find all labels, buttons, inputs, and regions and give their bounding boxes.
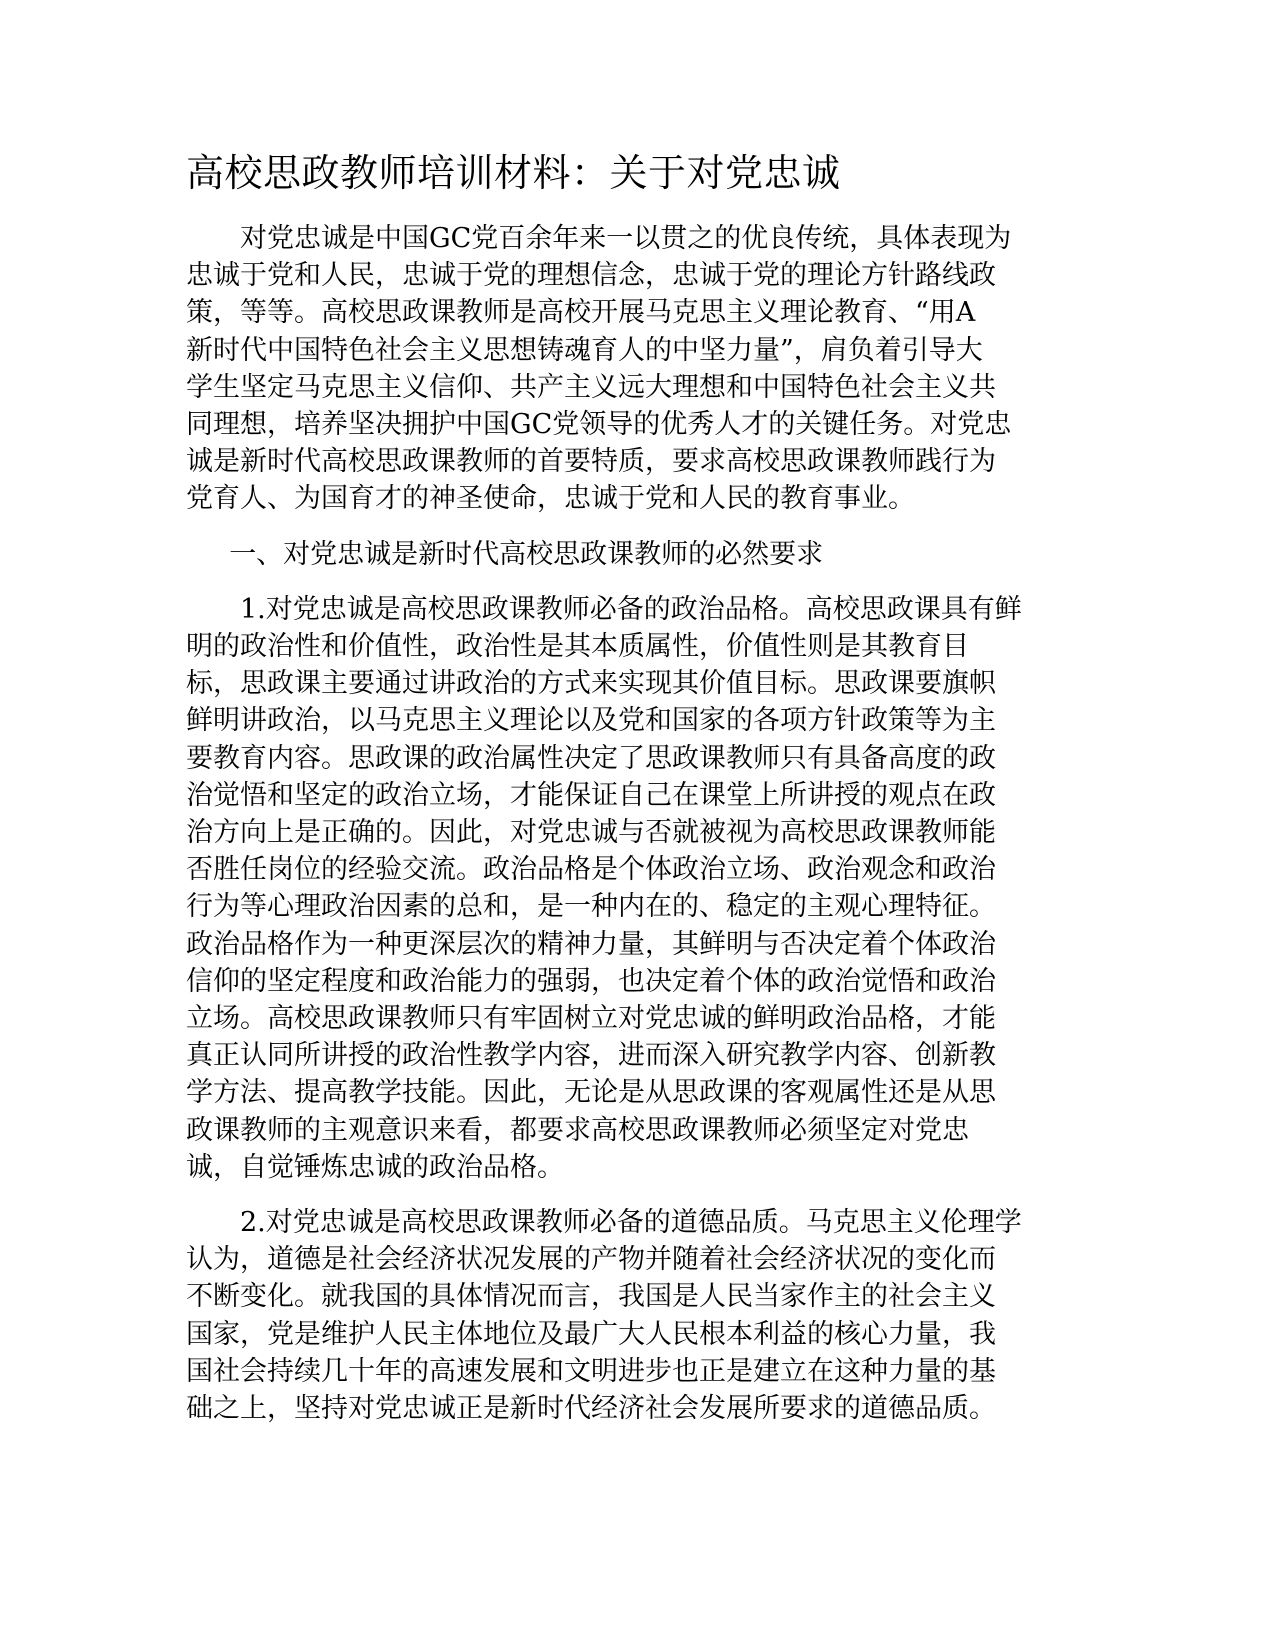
page-title: 高校思政教师培训材料：关于对党忠诚 [186,151,841,195]
document-body [186,148,1086,1445]
body-paragraph-2: 2.对党忠诚是高校思政课教师必备的道德品质。马克思主义伦理学 认为，道德是社会经济状况发展的产物并随着社会经济状况的变化而 不断变化。就我国的具体情况而言，我国是人民当家作主的社会主义 国家，党是维护人民主体地位及最广大人民根本利益的核心力量，我 国社会持续几十年的高速发展和文明进步也正是建立在这种力量的基 础之上，坚持对党忠诚正是新时代经济社会发展所要求的道德品质。 [186,1207,1022,1425]
intro-paragraph: 对党忠诚是中国GC党百余年来一以贯之的优良传统，具体表现为 忠诚于党和人民，忠诚于党的理想信念，忠诚于党的理论方针路线政 策，等等。高校思政课教师是高校开展马克思主义理论教育、“用A 新时代中国特色社会主义思想铸魂育人的中坚力量”，肩负着引导大 学生坚定马克思主义信仰、共产主义远大理想和中国特色社会主义共 同理想，培养坚决拥护中国GC党领导的优秀人才的关键任务。对党忠 诚是新时代高校思政课教师的首要特质，要求高校思政课教师践行为 党育人、为国育才的神圣使命，忠诚于党和人民的教育事业。 [186,223,1012,515]
section-heading: 一、对党忠诚是新时代高校思政课教师的必然要求 [229,538,824,570]
body-paragraph-1: 1.对党忠诚是高校思政课教师必备的政治品格。高校思政课具有鲜 明的政治性和价值性，政治性是其本质属性，价值性则是其教育目 标，思政课主要通过讲政治的方式来实现其价值目标。思政课要旗帜 鲜明讲政治，以马克思主义理论以及党和国家的各项方针政策等为主 要教育内容。思政课的政治属性决定了思政课教师只有具备高度的政 治觉悟和坚定的政治立场，才能保证自己在课堂上所讲授的观点在政 治方向上是正确的。因此，对党忠诚与否就被视为高校思政课教师能 否胜任岗位的经验交流。政治品格是个体政治立场、政治观念和政治 行为等心理政治因素的总和，是一种内在的、稳定的主观心理特征。 政治品格作为一种更深层次的精神力量，其鲜明与否决定着个体政治 信仰的坚定程度和政治能力的强弱，也决定着个体的政治觉悟和政治 立场。高校思政课教师只有牢固树立对党忠诚的鲜明政治品格，才能 真正认同所讲授的政治性教学内容，进而深入研究教学内容、创新教 学方法、提高教学技能。因此，无论是从思政课的客观属性还是从思 政课教师的主观意识来看，都要求高校思政课教师必须坚定对党忠 诚，自觉锤炼忠诚的政治品格。 [186,593,1022,1183]
